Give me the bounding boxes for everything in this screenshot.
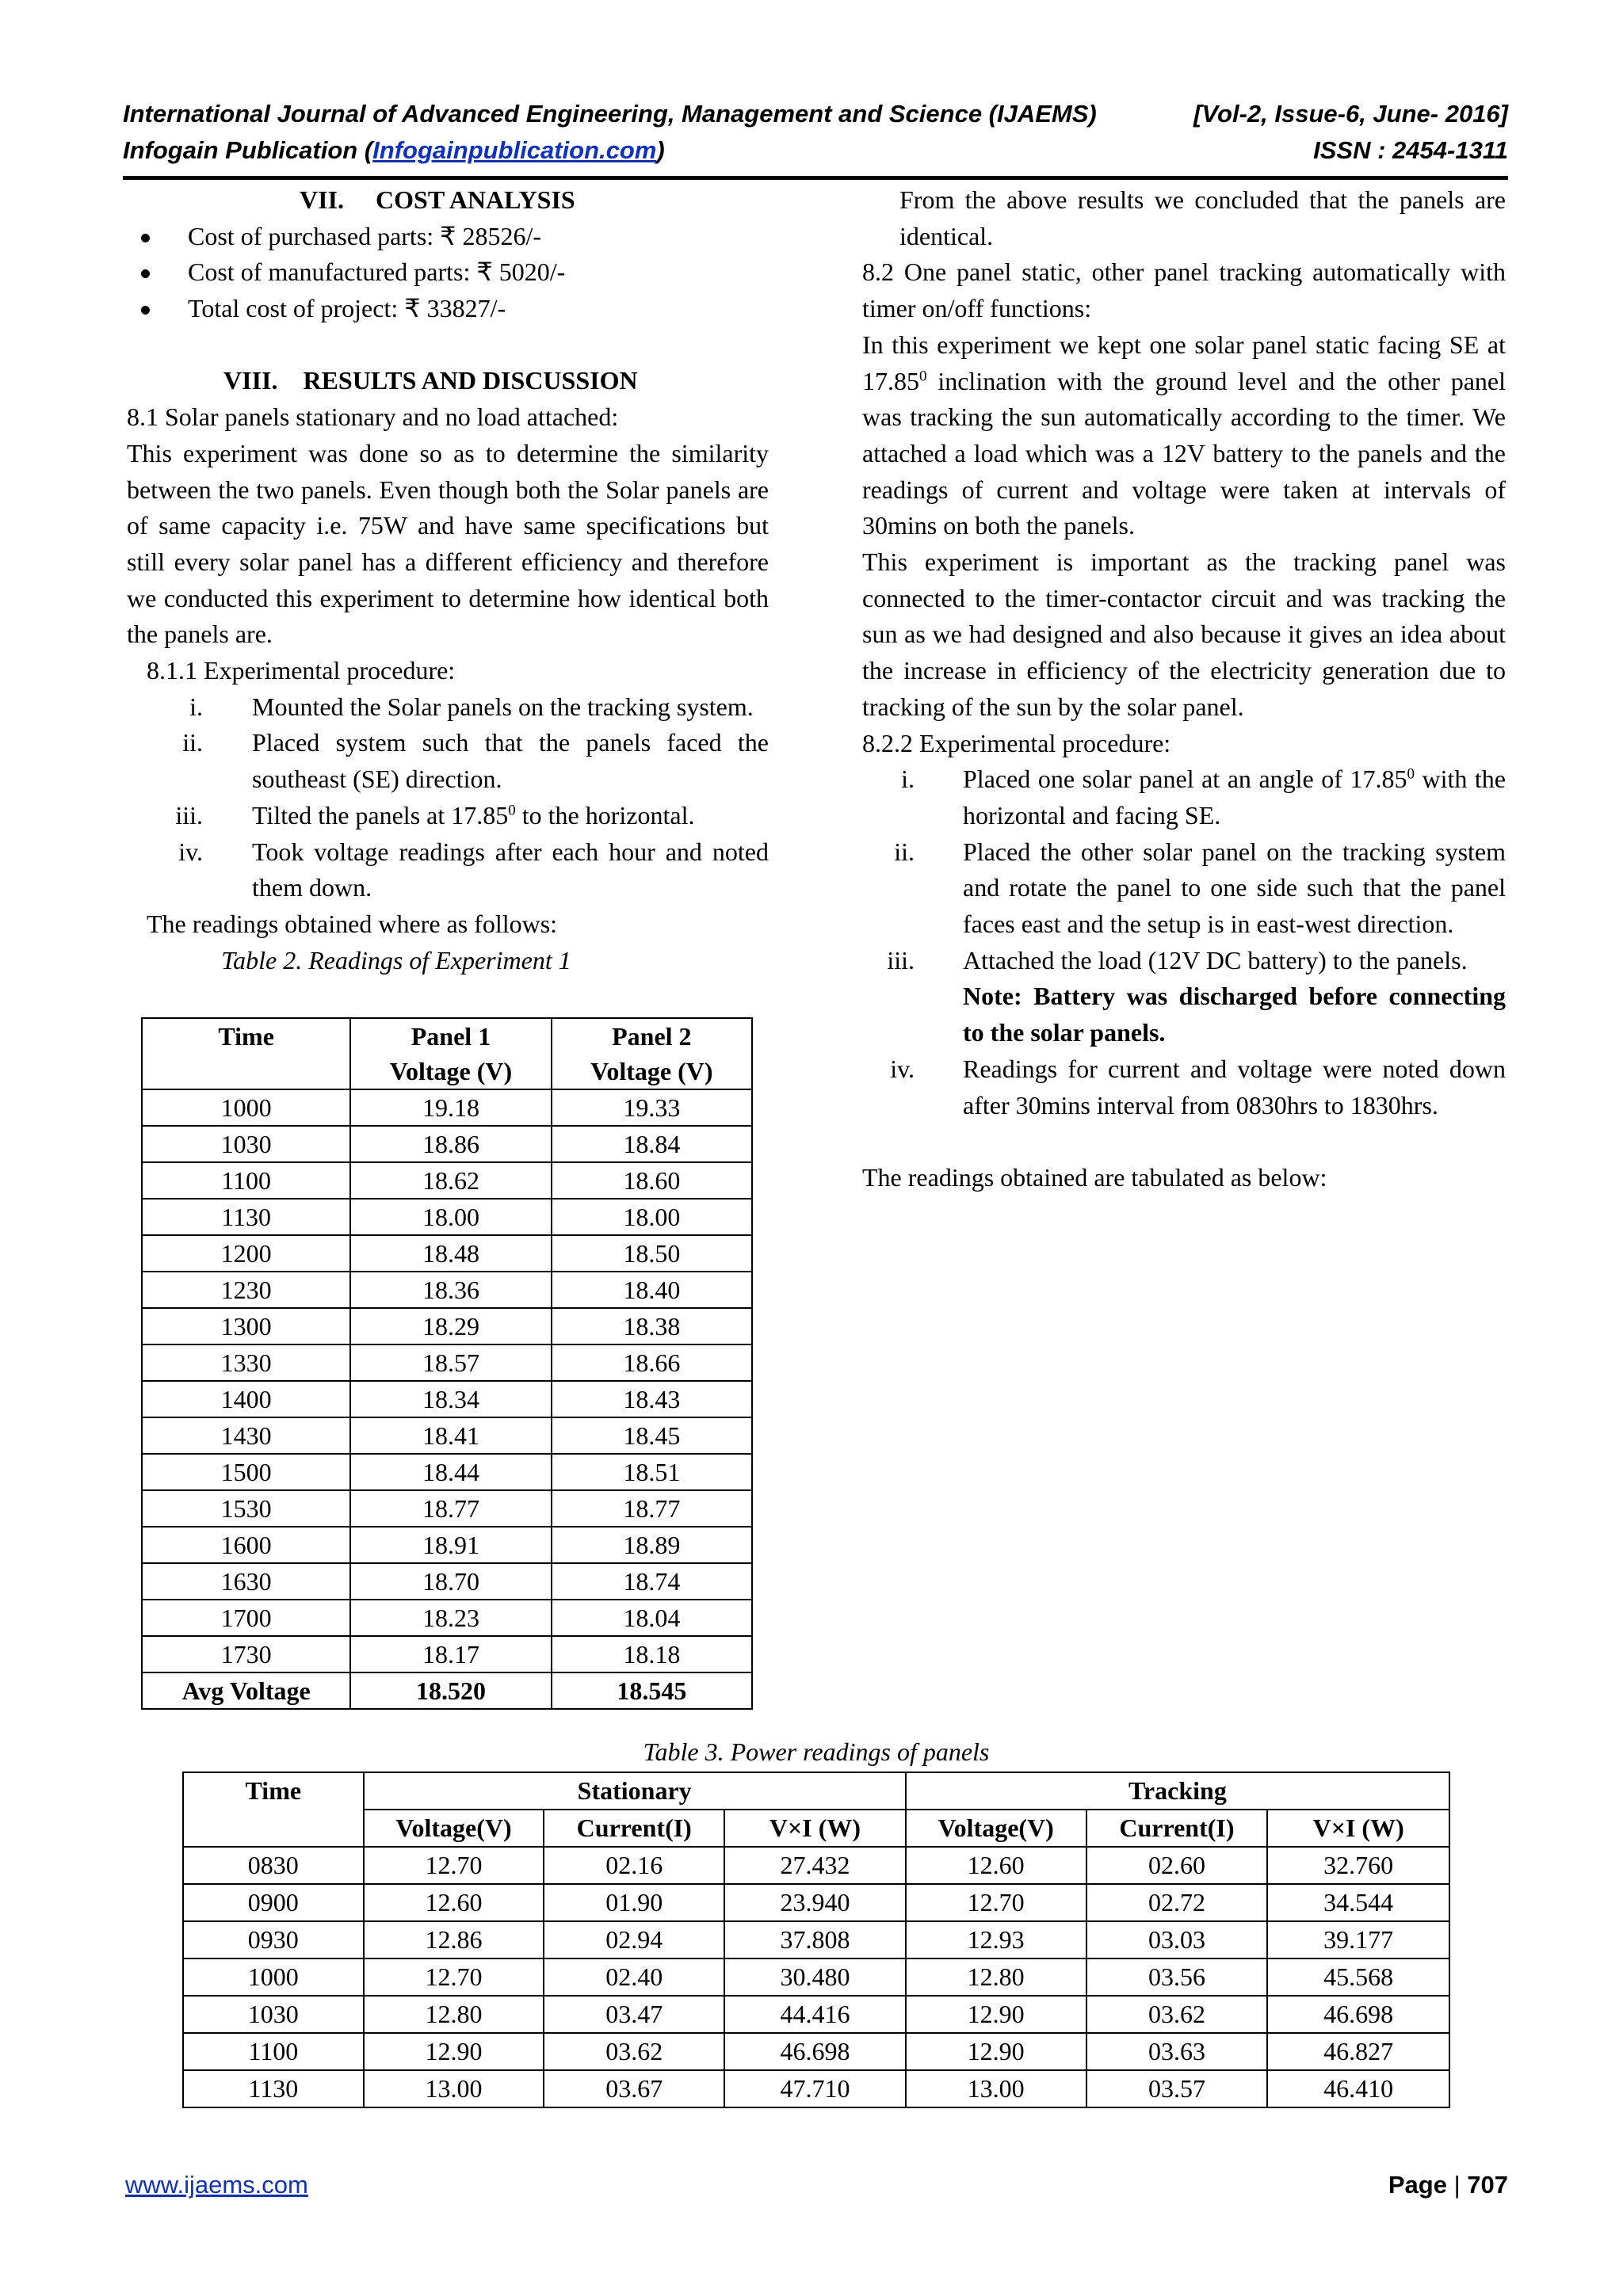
cost-item: Total cost of project: ₹ 33827/-: [127, 291, 769, 327]
table-cell: 18.00: [350, 1199, 551, 1235]
table2-header: Panel 2 Voltage (V): [552, 1018, 752, 1089]
table2-row: [142, 1162, 752, 1199]
table2-row: [142, 1199, 752, 1235]
step-item: iv. Readings for current and voltage were noted down after 30mins interval from 0830hrs to 1830hrs.: [890, 1054, 1506, 1119]
table-cell: 19.18: [350, 1089, 551, 1126]
table3-group-header-row: [183, 1772, 1449, 1810]
table-cell: 18.44: [350, 1454, 551, 1490]
table-cell: 18.89: [552, 1527, 752, 1563]
table3: [182, 1772, 1450, 2108]
table-cell: 18.60: [552, 1162, 752, 1199]
s822-title: 8.2.2 Experimental procedure:: [862, 728, 1171, 757]
table2-avg-panel2: 18.545: [552, 1672, 752, 1709]
left-column: [127, 182, 769, 978]
table2-row: [142, 1563, 752, 1600]
table-cell: 12.70: [364, 1958, 544, 1996]
s811-steps: [127, 689, 769, 906]
table-cell: 46.410: [1267, 2070, 1449, 2107]
table-cell: 37.808: [724, 1921, 906, 1958]
table-cell: 02.40: [544, 1958, 724, 1996]
table3-row: [183, 1958, 1449, 1996]
tabulated-intro: The readings obtained are tabulated as below:: [862, 1162, 1327, 1192]
table-cell: 18.62: [350, 1162, 551, 1199]
publisher-suffix: ): [656, 136, 665, 164]
table-cell: 32.760: [1267, 1847, 1449, 1884]
table-cell: 18.66: [552, 1344, 752, 1381]
table-cell: 03.62: [1086, 1996, 1268, 2033]
table3-row: [183, 1884, 1449, 1921]
table-cell: 18.70: [350, 1563, 551, 1600]
s81-title: 8.1 Solar panels stationary and no load attached:: [127, 402, 619, 432]
table-cell: 1130: [142, 1199, 350, 1235]
table-cell: 18.18: [552, 1636, 752, 1672]
table2-row: [142, 1417, 752, 1454]
table-cell: 01.90: [544, 1884, 724, 1921]
table3-sub-header: V×I (W): [724, 1810, 906, 1847]
table3-time-header: Time: [183, 1772, 364, 1847]
table-cell: 18.74: [552, 1563, 752, 1600]
table3-row: [183, 1847, 1449, 1884]
table-cell: 1100: [183, 2033, 364, 2070]
bullet-icon: [141, 234, 150, 242]
table-cell: 18.48: [350, 1235, 551, 1272]
table-cell: 03.62: [544, 2033, 724, 2070]
table-cell: 02.60: [1086, 1847, 1268, 1884]
step-item: i. Mounted the Solar panels on the tracking system.: [189, 692, 754, 721]
s81-paragraph: This experiment was done so as to determine the similarity between the two panels. Even though both the Solar panels are of same capacity i.e. 75W and have same specifications but still every solar panel has a different efficiency and therefore we conducted this experiment to determine how identical both the panels are.: [127, 438, 769, 649]
s82-paragraph-2: This experiment is important as the tracking panel was connected to the timer-contactor circuit and was tracking the sun as we had designed and also because it gives an idea about the increase in efficiency of the electricity generation due to tracking of the sun by the solar panel.: [862, 547, 1506, 721]
table2-row: [142, 1089, 752, 1126]
journal-title: International Journal of Advanced Engineering, Management and Science (IJAEMS): [123, 100, 1097, 128]
table-cell: 27.432: [724, 1847, 906, 1884]
table-cell: 03.47: [544, 1996, 724, 2033]
conclusion-paragraph: From the above results we concluded that the panels are identical.: [899, 185, 1506, 250]
table2: [141, 1017, 753, 1710]
table-cell: 1730: [142, 1636, 350, 1672]
table2-avg-panel1: 18.520: [350, 1672, 551, 1709]
table-cell: 19.33: [552, 1089, 752, 1126]
table-cell: 1430: [142, 1417, 350, 1454]
table-cell: 18.77: [552, 1490, 752, 1527]
publisher-line: [123, 133, 665, 167]
table2-avg-label: Avg Voltage: [142, 1672, 350, 1709]
table3-sub-header: Voltage(V): [364, 1810, 544, 1847]
table2-row: [142, 1344, 752, 1381]
table2-row: [142, 1308, 752, 1344]
table-cell: 18.23: [350, 1600, 551, 1636]
table2-avg-row: [142, 1672, 752, 1709]
table-cell: 12.60: [364, 1884, 544, 1921]
table-cell: 39.177: [1267, 1921, 1449, 1958]
s811-title: 8.1.1 Experimental procedure:: [147, 656, 456, 685]
bullet-icon: [141, 269, 150, 278]
table-cell: 18.36: [350, 1272, 551, 1308]
table-cell: 12.90: [906, 2033, 1086, 2070]
table-cell: 02.16: [544, 1847, 724, 1884]
table-cell: 30.480: [724, 1958, 906, 1996]
table3-sub-header: Current(I): [544, 1810, 724, 1847]
table-cell: 12.70: [906, 1884, 1086, 1921]
table-cell: 12.60: [906, 1847, 1086, 1884]
table-cell: 18.84: [552, 1126, 752, 1162]
table-cell: 1230: [142, 1272, 350, 1308]
table-cell: 46.827: [1267, 2033, 1449, 2070]
table2-row: [142, 1235, 752, 1272]
table-cell: 18.40: [552, 1272, 752, 1308]
table-cell: 03.56: [1086, 1958, 1268, 1996]
table3-sub-header: Voltage(V): [906, 1810, 1086, 1847]
step-item: iii. Tilted the panels at 17.85$^0$ to the horizontal.: [175, 800, 695, 830]
table-cell: 18.29: [350, 1308, 551, 1344]
table-cell: 18.43: [552, 1381, 752, 1417]
table3-tracking-header: Tracking: [906, 1772, 1449, 1810]
table-cell: 12.86: [364, 1921, 544, 1958]
page-label: Page: [1388, 2171, 1447, 2199]
table-cell: 1000: [142, 1089, 350, 1126]
step-item: ii. Placed system such that the panels faced the southeast (SE) direction.: [182, 728, 769, 794]
table2-row: [142, 1490, 752, 1527]
bullet-icon: [141, 306, 150, 315]
table-cell: 1300: [142, 1308, 350, 1344]
table3-body: [183, 1847, 1449, 2107]
cost-analysis-heading: VII. COST ANALYSIS: [300, 185, 575, 214]
table3-stationary-header: Stationary: [364, 1772, 906, 1810]
table-cell: 13.00: [364, 2070, 544, 2107]
s822-steps: [862, 761, 1506, 1123]
header-rule: [123, 176, 1508, 180]
table-cell: 18.38: [552, 1308, 752, 1344]
table-cell: 1200: [142, 1235, 350, 1272]
table3-row: [183, 2070, 1449, 2107]
table2-row: [142, 1600, 752, 1636]
table-cell: 23.940: [724, 1884, 906, 1921]
s82-paragraph-1: In this experiment we kept one solar panel static facing SE at 17.85$^0$ inclination with the ground level and the other panel was tracking the sun automatically according to the timer. We attached a load which was a 12V battery to the panels and the readings of current and voltage were taken at intervals of 30mins on both the panels.: [862, 330, 1506, 540]
table-cell: 1600: [142, 1527, 350, 1563]
table-cell: 18.34: [350, 1381, 551, 1417]
table3-sub-header: V×I (W): [1267, 1810, 1449, 1847]
table2-header: Time: [142, 1018, 350, 1089]
table-cell: 12.93: [906, 1921, 1086, 1958]
table-cell: 44.416: [724, 1996, 906, 2033]
table2-header: Panel 1 Voltage (V): [350, 1018, 551, 1089]
table-cell: 03.63: [1086, 2033, 1268, 2070]
table-cell: 1700: [142, 1600, 350, 1636]
table2-body: [142, 1089, 752, 1672]
table-cell: 1030: [142, 1126, 350, 1162]
table-cell: 12.80: [906, 1958, 1086, 1996]
table-cell: 18.86: [350, 1126, 551, 1162]
step-item: ii. Placed the other solar panel on the tracking system and rotate the panel to one side such that the panel faces east and the setup is in east-west direction.: [894, 837, 1506, 939]
table3-row: [183, 1921, 1449, 1958]
table-cell: 02.72: [1086, 1884, 1268, 1921]
table2-row: [142, 1126, 752, 1162]
table2-row: [142, 1381, 752, 1417]
table2-header-row: [142, 1018, 752, 1089]
s82-title: 8.2 One panel static, other panel tracking automatically with timer on/off functions:: [862, 257, 1506, 323]
volume-info: [Vol-2, Issue-6, June- 2016]: [1193, 100, 1508, 128]
table3-row: [183, 1996, 1449, 2033]
table-cell: 12.80: [364, 1996, 544, 2033]
table-cell: 18.17: [350, 1636, 551, 1672]
table2-row: [142, 1454, 752, 1490]
table3-row: [183, 2033, 1449, 2070]
table-cell: 18.00: [552, 1199, 752, 1235]
table2-row: [142, 1272, 752, 1308]
publisher-prefix: Infogain Publication (: [123, 136, 373, 164]
table-cell: 1400: [142, 1381, 350, 1417]
table-cell: 0900: [183, 1884, 364, 1921]
table-cell: 03.03: [1086, 1921, 1268, 1958]
table-cell: 46.698: [1267, 1996, 1449, 2033]
table2-row: [142, 1636, 752, 1672]
table-cell: 1630: [142, 1563, 350, 1600]
table-cell: 1100: [142, 1162, 350, 1199]
website-link[interactable]: www.ijaems.com: [125, 2171, 308, 2199]
footer-website: [125, 2171, 308, 2199]
cost-item: Cost of purchased parts: ₹ 28526/-: [127, 219, 769, 255]
table-cell: 03.57: [1086, 2070, 1268, 2107]
step-item: iii. Attached the load (12V DC battery) to the panels. Note: Battery was discharged before connecting to the solar panels.: [862, 943, 1506, 1051]
table-cell: 1500: [142, 1454, 350, 1490]
table-cell: 12.90: [364, 2033, 544, 2070]
step-item: iv. Took voltage readings after each hour and noted them down.: [178, 837, 769, 902]
table-cell: 1330: [142, 1344, 350, 1381]
publisher-link[interactable]: Infogainpublication.com: [372, 136, 657, 164]
table-cell: 0830: [183, 1847, 364, 1884]
issn: ISSN : 2454-1311: [1313, 136, 1508, 164]
table-cell: 1030: [183, 1996, 364, 2033]
table3-caption: Table 3. Power readings of panels: [643, 1737, 990, 1766]
step-item: i. Placed one solar panel at an angle of 17.85$^0$ with the horizontal and facing SE.: [901, 765, 1507, 830]
table-cell: 1000: [183, 1958, 364, 1996]
table-cell: 46.698: [724, 2033, 906, 2070]
table-cell: 12.70: [364, 1847, 544, 1884]
table-cell: 1530: [142, 1490, 350, 1527]
table-cell: 18.45: [552, 1417, 752, 1454]
table-cell: 45.568: [1267, 1958, 1449, 1996]
table-cell: 18.77: [350, 1490, 551, 1527]
table3-sub-header-row: [183, 1810, 1449, 1847]
table-cell: 34.544: [1267, 1884, 1449, 1921]
table-cell: 18.41: [350, 1417, 551, 1454]
table-cell: 47.710: [724, 2070, 906, 2107]
table3-sub-header: Current(I): [1086, 1810, 1268, 1847]
battery-note: Note: Battery was discharged before connecting to the solar panels.: [963, 982, 1506, 1047]
table-cell: 1130: [183, 2070, 364, 2107]
table2-caption: Table 2. Readings of Experiment 1: [221, 945, 571, 974]
page-number: 707: [1467, 2171, 1508, 2199]
table-cell: 18.51: [552, 1454, 752, 1490]
footer-page: Page | 707: [1388, 2171, 1508, 2199]
table-cell: 18.50: [552, 1235, 752, 1272]
table-cell: 0930: [183, 1921, 364, 1958]
table-cell: 18.04: [552, 1600, 752, 1636]
table-cell: 02.94: [544, 1921, 724, 1958]
readings-intro: The readings obtained where as follows:: [147, 910, 558, 938]
table2-row: [142, 1527, 752, 1563]
table-cell: 12.90: [906, 1996, 1086, 2033]
cost-item: Cost of manufactured parts: ₹ 5020/-: [127, 254, 769, 291]
right-column: [862, 182, 1506, 1196]
table-cell: 03.67: [544, 2070, 724, 2107]
table-cell: 18.91: [350, 1527, 551, 1563]
results-heading: VIII. RESULTS AND DISCUSSION: [223, 366, 638, 395]
cost-list: [127, 219, 769, 327]
table-cell: 18.57: [350, 1344, 551, 1381]
table-cell: 13.00: [906, 2070, 1086, 2107]
